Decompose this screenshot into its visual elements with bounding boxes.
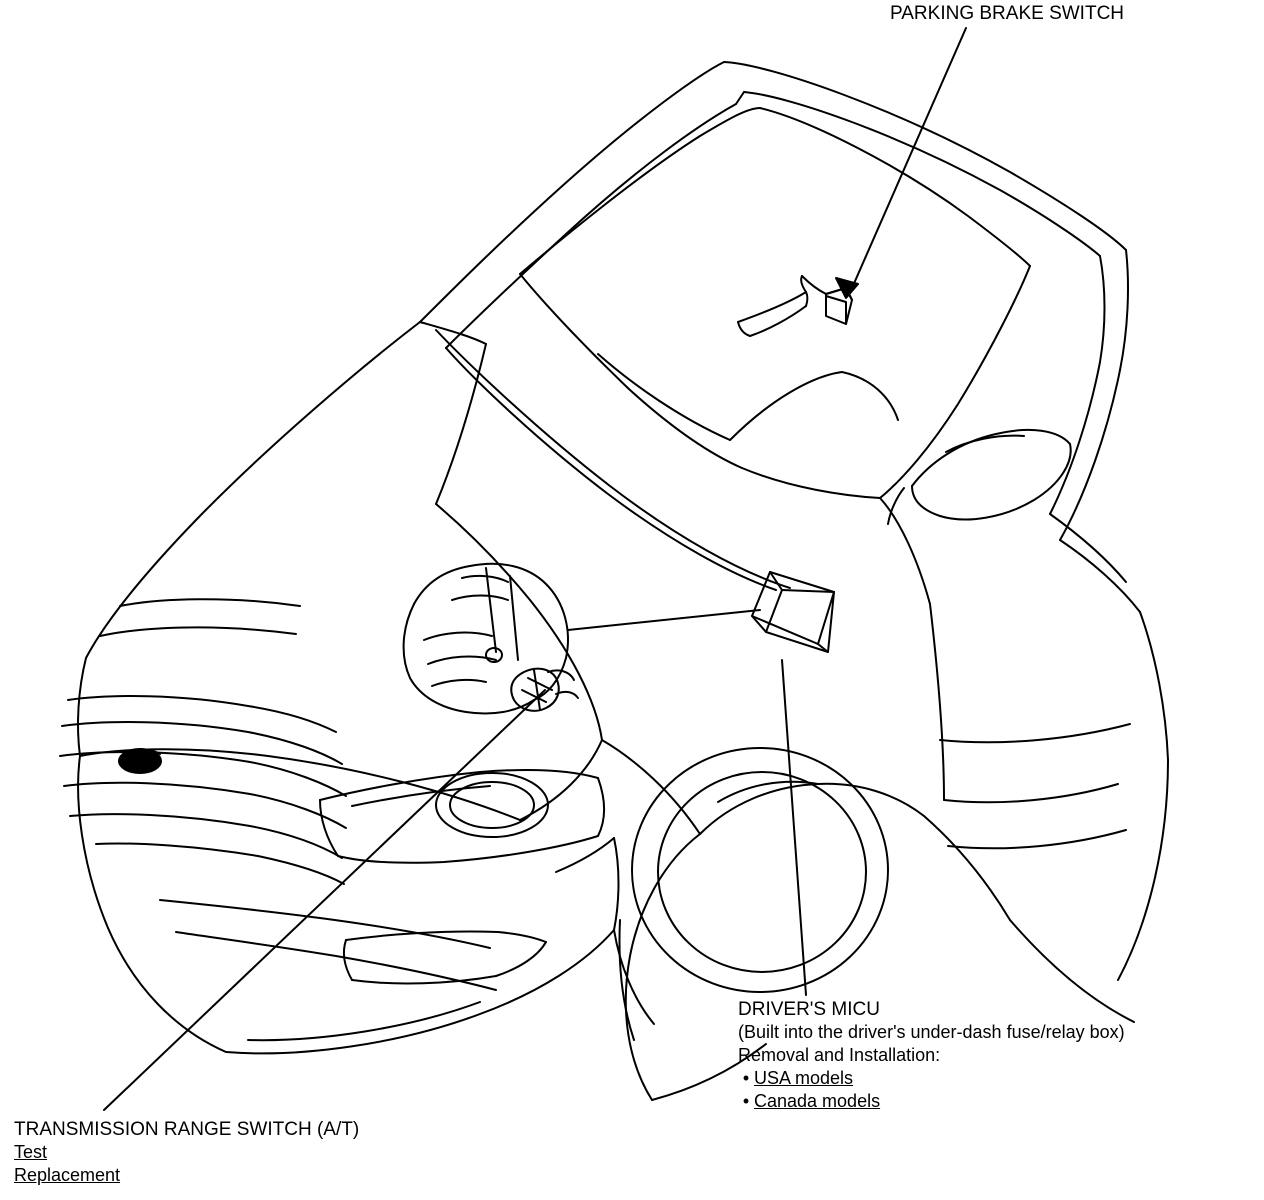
callout-parking-brake-switch	[890, 2, 1124, 25]
callout-drivers-micu	[738, 998, 1125, 1113]
front-grille	[60, 696, 346, 884]
callout-trs-link-row-replacement	[14, 1164, 359, 1187]
link-canada-models[interactable]: Canada models	[754, 1091, 881, 1111]
callout-trs-link-row-test	[14, 1141, 359, 1164]
link-replacement[interactable]: Replacement	[14, 1165, 121, 1185]
callout-micu-subheading: Removal and Installation:	[738, 1045, 941, 1065]
callout-micu-title: DRIVER'S MICU	[738, 999, 880, 1020]
callout-micu-link-row-usa	[738, 1067, 1125, 1090]
callout-micu-note: (Built into the driver's under-dash fuse/relay box)	[738, 1022, 1125, 1042]
callout-micu-link-row-canada	[738, 1090, 1125, 1113]
link-test[interactable]: Test	[14, 1142, 48, 1162]
bullet-icon: •	[742, 1068, 750, 1088]
leader-line-micu-box	[568, 610, 760, 630]
drivers-micu-box	[752, 572, 834, 652]
callout-transmission-range-switch	[14, 1118, 359, 1187]
front-bumper	[78, 756, 618, 1053]
cowl-area	[436, 330, 898, 590]
callout-trs-title: TRANSMISSION RANGE SWITCH (A/T)	[14, 1119, 360, 1140]
transmission-range-switch-part	[404, 564, 578, 714]
side-mirror	[888, 430, 1071, 524]
leader-line-drivers-micu	[782, 660, 806, 995]
callout-parking-brake-title: PARKING BRAKE SWITCH	[890, 3, 1125, 24]
hood	[78, 322, 602, 820]
parking-brake-switch-part	[738, 276, 852, 336]
driver-door-and-side-body	[880, 498, 1168, 1022]
headlight	[320, 770, 604, 863]
bullet-icon: •	[742, 1091, 750, 1111]
car-roof-and-greenhouse	[420, 62, 1128, 540]
link-usa-models[interactable]: USA models	[754, 1068, 854, 1088]
